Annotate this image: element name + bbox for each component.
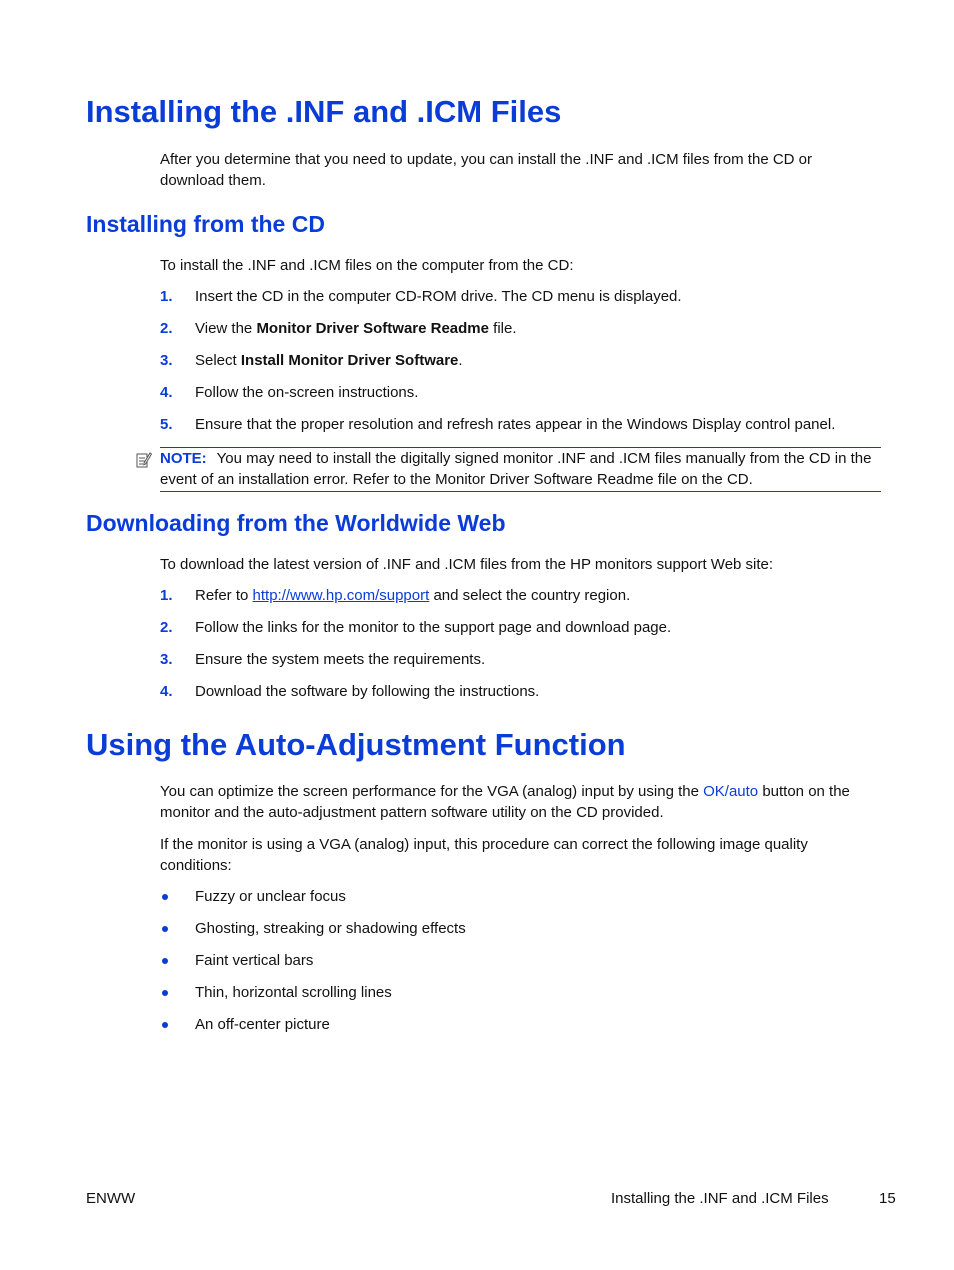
bullet-icon <box>162 894 168 900</box>
subsection-title-cd: Installing from the CD <box>86 211 325 237</box>
bullet-icon <box>162 1022 168 1028</box>
list-item <box>160 918 880 940</box>
step-number: 2. <box>160 320 173 337</box>
install-option-name: Install Monitor Driver Software <box>240 352 459 369</box>
bullet-icon <box>162 958 168 964</box>
subsection-title-web: Downloading from the Worldwide Web <box>86 510 506 536</box>
readme-file-name: Monitor Driver Software Readme <box>256 320 489 337</box>
bullet-icon <box>162 926 168 932</box>
bullet-icon <box>162 990 168 996</box>
step-text: Refer to http://www.hp.com/support and select the country region. <box>195 587 631 604</box>
auto-adjust-para-1: You can optimize the screen performance for the VGA (analog) input by using the OK/auto button on the monitor and the auto-adjustment pattern software utility on the CD provided. <box>160 783 850 821</box>
step-number: 3. <box>160 651 173 668</box>
step-text: Follow the on-screen instructions. <box>195 384 419 401</box>
section-title-installing-files: Installing the .INF and .ICM Files <box>86 94 562 129</box>
web-intro: To download the latest version of .INF and .ICM files from the HP monitors support Web site: <box>160 556 774 573</box>
cd-step-5 <box>160 414 880 436</box>
step-number: 3. <box>160 352 173 369</box>
step-text: View the Monitor Driver Software Readme file. <box>195 320 517 337</box>
web-step-2 <box>160 617 880 639</box>
note-label: NOTE: <box>160 450 207 467</box>
bullet-text: Fuzzy or unclear focus <box>195 888 346 905</box>
cd-step-2 <box>160 318 880 340</box>
step-number: 4. <box>160 384 173 401</box>
step-number: 1. <box>160 587 173 604</box>
note-pencil-icon <box>136 451 152 469</box>
cd-step-3 <box>160 350 880 372</box>
cd-step-1 <box>160 286 880 308</box>
cd-step-4 <box>160 382 880 404</box>
ok-auto-button-name: OK/auto <box>703 783 759 800</box>
step-text: Insert the CD in the computer CD-ROM drive. The CD menu is displayed. <box>195 288 682 305</box>
bullet-text: An off-center picture <box>195 1016 330 1033</box>
list-item <box>160 950 880 972</box>
step-number: 4. <box>160 683 173 700</box>
step-text: Follow the links for the monitor to the support page and download page. <box>195 619 672 636</box>
page-number: 15 <box>879 1190 896 1207</box>
list-item <box>160 1014 880 1036</box>
auto-adjust-para-2: If the monitor is using a VGA (analog) input, this procedure can correct the following image quality conditions: <box>160 836 808 874</box>
section-title-auto-adjustment: Using the Auto-Adjustment Function <box>86 727 626 762</box>
step-text: Download the software by following the instructions. <box>195 683 540 700</box>
hp-support-link[interactable]: http://www.hp.com/support <box>252 587 430 604</box>
web-step-3 <box>160 649 880 671</box>
bullet-text: Thin, horizontal scrolling lines <box>195 984 392 1001</box>
step-number: 2. <box>160 619 173 636</box>
step-text: Ensure that the proper resolution and refresh rates appear in the Windows Display control panel. <box>195 416 836 433</box>
footer-left-label: ENWW <box>86 1190 136 1207</box>
cd-intro: To install the .INF and .ICM files on the computer from the CD: <box>160 257 574 274</box>
step-text: Ensure the system meets the requirements. <box>195 651 486 668</box>
bullet-text: Ghosting, streaking or shadowing effects <box>195 920 466 937</box>
footer-section-title: Installing the .INF and .ICM Files <box>611 1190 829 1207</box>
step-number: 1. <box>160 288 173 305</box>
bullet-text: Faint vertical bars <box>195 952 314 969</box>
section-intro: After you determine that you need to update, you can install the .INF and .ICM files from the CD or download them. <box>160 151 812 189</box>
web-step-1 <box>160 585 880 607</box>
list-item <box>160 982 880 1004</box>
note-text: You may need to install the digitally signed monitor .INF and .ICM files manually from the CD in the event of an installation error. Refer to the Monitor Driver Software Readme file on the CD. <box>160 450 872 488</box>
step-text: Select Install Monitor Driver Software. <box>195 352 463 369</box>
step-number: 5. <box>160 416 173 433</box>
note-box <box>160 447 881 492</box>
web-step-4 <box>160 681 880 703</box>
list-item <box>160 886 880 908</box>
